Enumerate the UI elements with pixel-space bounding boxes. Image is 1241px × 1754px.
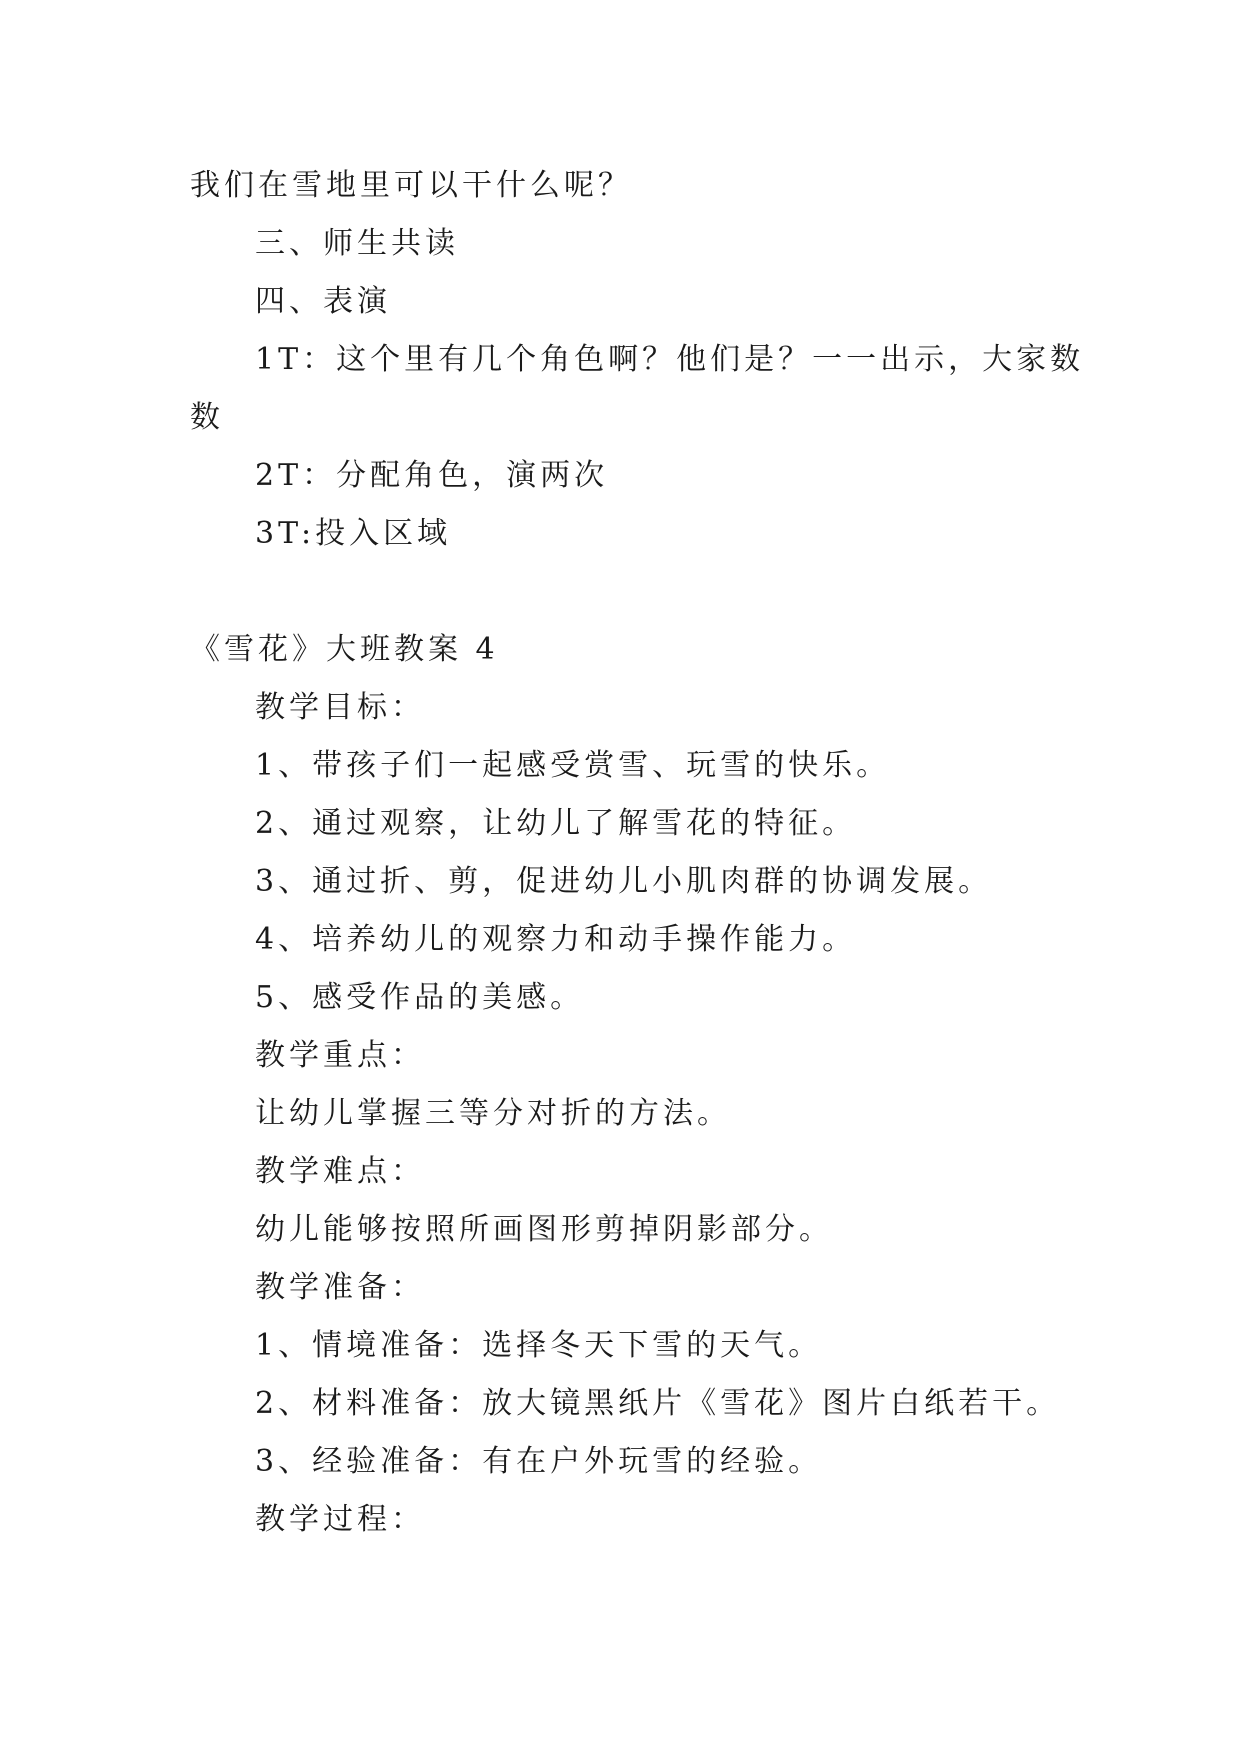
section-heading: 三、师生共读 [255, 226, 459, 261]
text-line: 1T：这个里有几个角色啊？他们是？一一出示，大家数 [255, 342, 1085, 377]
text-line: 2T：分配角色，演两次 [255, 458, 609, 493]
text-line: 幼儿能够按照所画图形剪掉阴影部分。 [255, 1212, 833, 1247]
list-item: 2、材料准备：放大镜黑纸片《雪花》图片白纸若干。 [255, 1386, 1061, 1421]
text-line: 让幼儿掌握三等分对折的方法。 [255, 1096, 731, 1131]
text-line: 我们在雪地里可以干什么呢？ [190, 168, 632, 203]
list-item: 5、感受作品的美感。 [255, 980, 585, 1015]
text-line: 3T:投入区域 [255, 516, 452, 551]
section-heading: 教学准备： [255, 1270, 425, 1305]
section-heading: 教学难点： [255, 1154, 425, 1189]
list-item: 1、情境准备：选择冬天下雪的天气。 [255, 1328, 823, 1363]
list-item: 3、经验准备：有在户外玩雪的经验。 [255, 1444, 823, 1479]
section-heading: 教学重点： [255, 1038, 425, 1073]
list-item: 1、带孩子们一起感受赏雪、玩雪的快乐。 [255, 748, 891, 783]
section-heading: 教学过程： [255, 1502, 425, 1537]
list-item: 4、培养幼儿的观察力和动手操作能力。 [255, 922, 857, 957]
section-heading: 四、表演 [255, 284, 391, 319]
text-line: 数 [190, 400, 224, 435]
section-heading: 教学目标： [255, 690, 425, 725]
list-item: 3、通过折、剪，促进幼儿小肌肉群的协调发展。 [255, 864, 993, 899]
list-item: 2、通过观察，让幼儿了解雪花的特征。 [255, 806, 857, 841]
lesson-title: 《雪花》大班教案 4 [190, 632, 499, 667]
